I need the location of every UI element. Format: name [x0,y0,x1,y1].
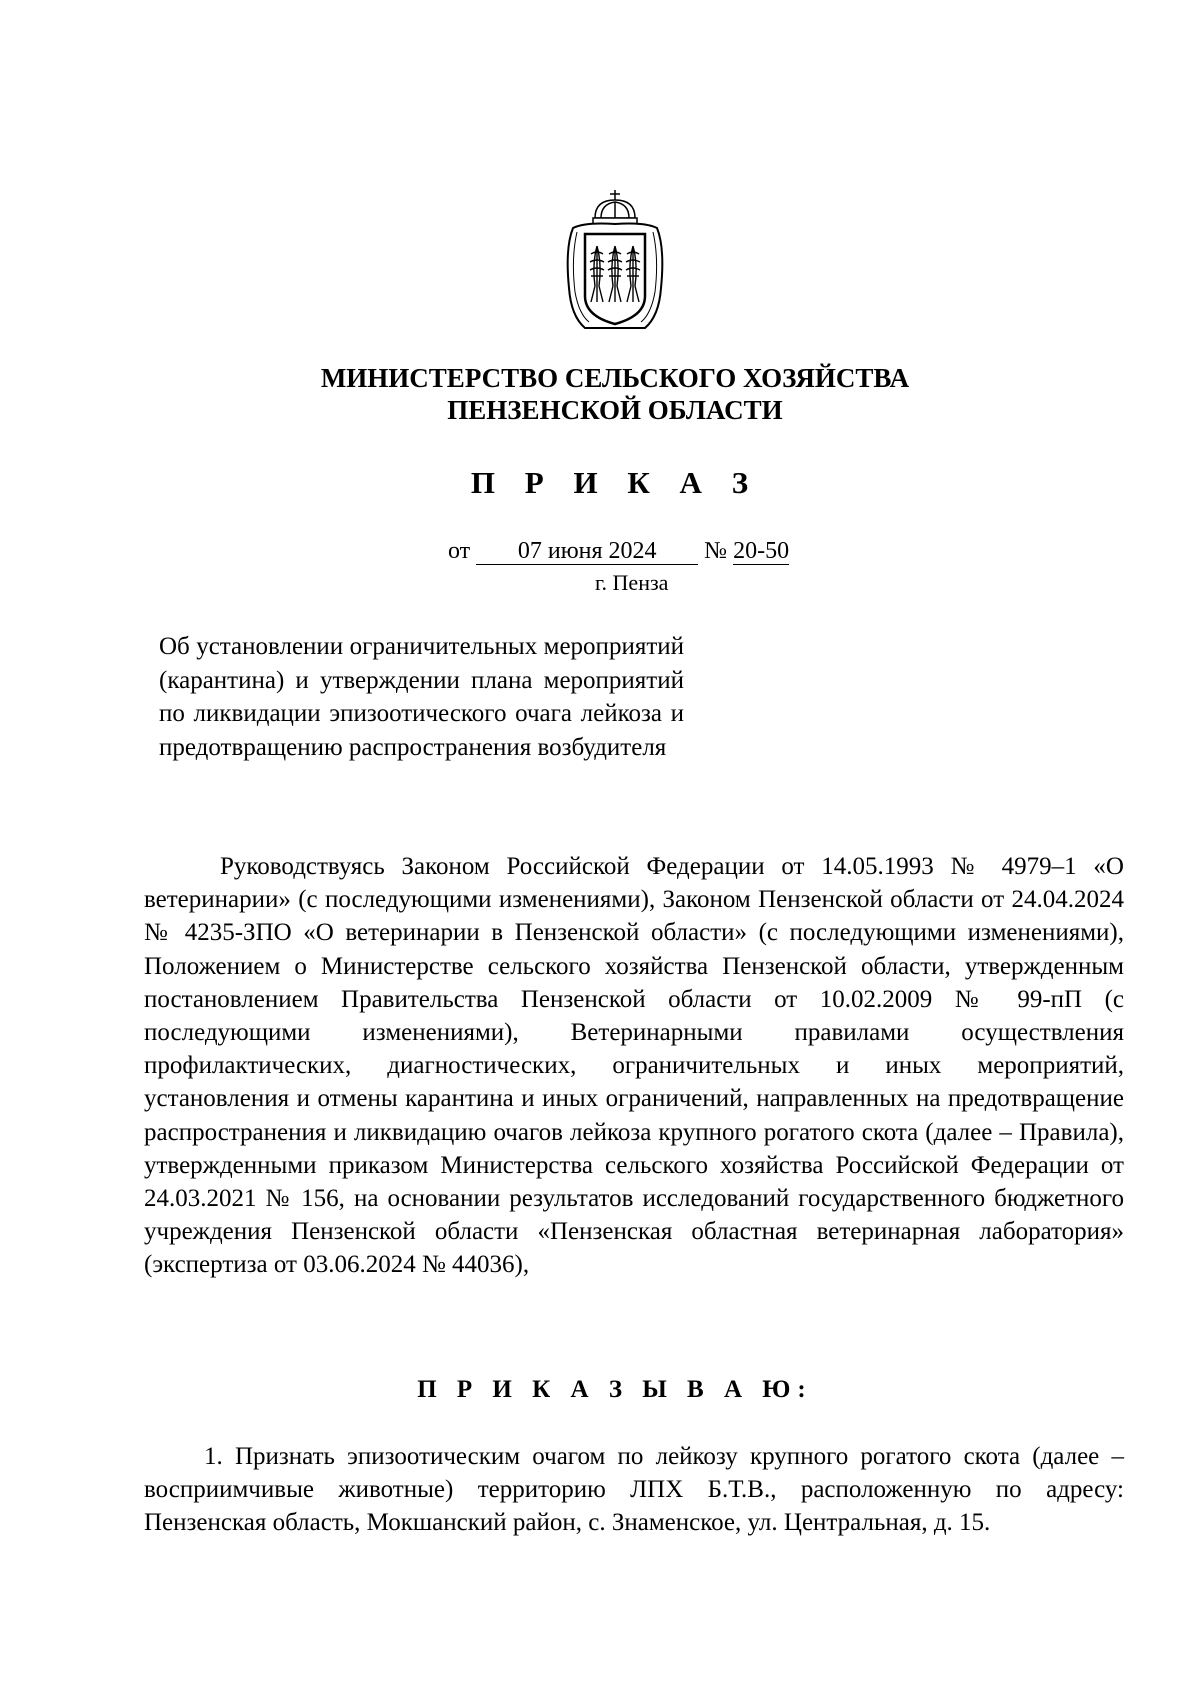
order-subject: Об установлении ограничительных мероприятий (карантина) и утверждении плана мероприятий по ликвидации эпизоотического очага лейкоза и предотвращению распространения возбудителя [159,633,684,761]
order-heading: П Р И К А З Ы В А Ю: [417,1376,813,1403]
number-sign: № [704,538,728,564]
document-type-title: П Р И К А З [470,465,760,500]
ministry-name-line2: ПЕНЗЕНСКОЙ ОБЛАСТИ [447,395,783,425]
coat-of-arms-icon [555,188,675,338]
order-dateline [448,538,789,565]
date-prefix: от [448,538,471,564]
preamble-paragraph: Руководствуясь Законом Российской Федерации от 14.05.1993 № 4979–1 «О ветеринарии» (с последующими изменениями), Законом Пензенской области от 24.04.2024 № 4235-ЗПО «О ветеринарии в Пензенской области» (с последующими изменениями), Положением о Министерстве сельского хозяйства Пензенской области, утвержденным постановлением Правительства Пензенской области от 10.02.2009 № 99-пП (с последующими изменениями), Ветеринарными правилами осуществления профилактических, диагностических, ограничительных и иных мероприятий, установления и отмены карантина и иных ограничений, направленных на предотвращение распространения и ликвидацию очагов лейкоза крупного рогатого скота (далее – Правила), утвержденными приказом Министерства сельского хозяйства Российской Федерации от 24.03.2021 № 156, на основании результатов исследований государственного бюджетного учреждения Пензенской области «Пензенская областная ветеринарная лаборатория» (экспертиза от 03.06.2024 № 44036), [144,853,1124,1279]
ministry-name-line1: МИНИСТЕРСТВО СЕЛЬСКОГО ХОЗЯЙСТВА [320,363,910,393]
ministry-name [200,362,1030,426]
order-number: 20-50 [733,538,790,564]
order-date: 07 июня 2024 [476,538,698,565]
city-name: г. Пенза [595,570,669,595]
order-item-1: 1. Признать эпизоотическим очагом по лейкозу крупного рогатого скота (далее – восприимчивые животные) территорию ЛПХ Б.Т.В., расположенную по адресу: Пензенская область, Мокшанский район, с. Знаменское, ул. Центральная, д. 15. [144,1443,1124,1537]
